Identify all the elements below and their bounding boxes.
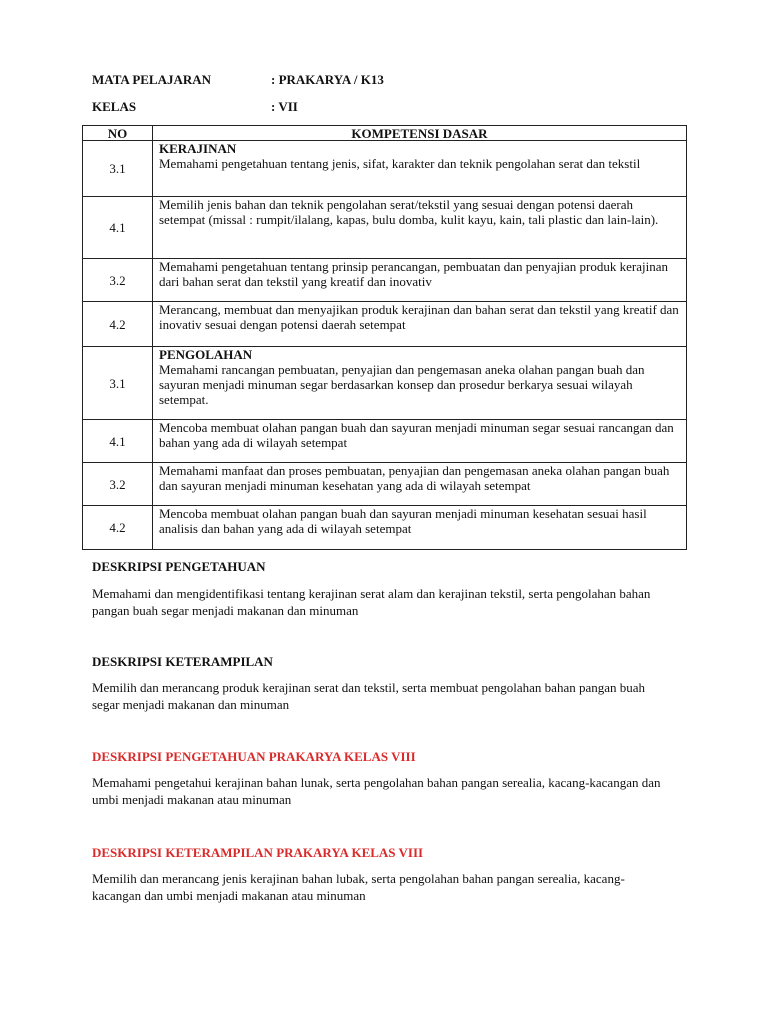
- competency-cell: [153, 259, 687, 302]
- table-row: [83, 347, 687, 420]
- competency-cell: [153, 302, 687, 347]
- row-number: 3.1: [83, 347, 153, 420]
- table-row: [83, 197, 687, 259]
- class-value: : VII: [271, 99, 298, 114]
- competency-text: Merancang, membuat dan menyajikan produk kerajinan dan bahan serat dan tekstil yang kreatif dan inovativ sesuai dengan potensi daerah setempat: [159, 302, 679, 332]
- category-label: PENGOLAHAN: [159, 347, 253, 362]
- subject-value: : PRAKARYA / K13: [271, 72, 384, 87]
- subject-label: MATA PELAJARAN: [92, 72, 212, 87]
- section-body-pengetahuan-viii: Memahami pengetahui kerajinan bahan lunak, serta pengolahan bahan pangan serealia, kacang-kacangan dan umbi menjadi makanan atau minuman: [92, 775, 661, 807]
- competency-text: Memahami rancangan pembuatan, penyajian dan pengemasan aneka olahan pangan buah dan sayuran menjadi minuman segar berdasarkan konsep dan prosedur berkarya sesuai wilayah setempat.: [159, 362, 645, 407]
- table-row: [83, 506, 687, 550]
- competency-text: Memahami pengetahuan tentang jenis, sifat, karakter dan teknik pengolahan serat dan tekstil: [159, 156, 641, 171]
- section-heading-keterampilan: DESKRIPSI KETERAMPILAN: [92, 654, 273, 669]
- class-label: KELAS: [92, 99, 137, 114]
- competency-text: Memilih jenis bahan dan teknik pengolahan serat/tekstil yang sesuai dengan potensi daerah setempat (missal : rumpit/ilalang, kapas, bulu domba, kulit kayu, kain, tali plastic dan lain-lain).: [159, 197, 659, 227]
- competency-cell: [153, 347, 687, 420]
- competency-text: Mencoba membuat olahan pangan buah dan sayuran menjadi minuman segar sesuai rancangan dan bahan yang ada di wilayah setempat: [159, 420, 674, 450]
- competency-text: Memahami manfaat dan proses pembuatan, penyajian dan pengemasan aneka olahan pangan buah dan sayuran menjadi minuman kesehatan yang ada di wilayah setempat: [159, 463, 670, 493]
- competency-cell: [153, 420, 687, 463]
- row-number: 4.2: [83, 506, 153, 550]
- section-body-keterampilan-viii: Memilih dan merancang jenis kerajinan bahan lubak, serta pengolahan bahan pangan serealia, kacang-kacangan dan umbi menjadi makanan atau minuman: [92, 871, 625, 903]
- competency-cell: [153, 506, 687, 550]
- header-kompetensi: KOMPETENSI DASAR: [153, 126, 687, 141]
- competency-cell: [153, 141, 687, 197]
- table-row: [83, 420, 687, 463]
- row-number: 4.1: [83, 420, 153, 463]
- row-number: 3.1: [83, 141, 153, 197]
- competency-table: [82, 125, 687, 550]
- competency-text: Memahami pengetahuan tentang prinsip perancangan, pembuatan dan penyajian produk kerajinan dari bahan serat dan tekstil yang kreatif dan inovativ: [159, 259, 668, 289]
- section-heading-pengetahuan-viii: DESKRIPSI PENGETAHUAN PRAKARYA KELAS VIII: [92, 749, 416, 764]
- row-number: 4.2: [83, 302, 153, 347]
- row-number: 3.2: [83, 463, 153, 506]
- row-number: 3.2: [83, 259, 153, 302]
- table-row: [83, 141, 687, 197]
- table-row: [83, 302, 687, 347]
- section-body-pengetahuan: Memahami dan mengidentifikasi tentang kerajinan serat alam dan kerajinan tekstil, serta pengolahan bahan pangan buah segar menjadi makanan dan minuman: [92, 586, 651, 618]
- header-no: NO: [83, 126, 153, 141]
- competency-cell: [153, 463, 687, 506]
- section-heading-pengetahuan: DESKRIPSI PENGETAHUAN: [92, 559, 266, 574]
- section-heading-keterampilan-viii: DESKRIPSI KETERAMPILAN PRAKARYA KELAS VIII: [92, 845, 424, 860]
- competency-cell: [153, 197, 687, 259]
- section-body-keterampilan: Memilih dan merancang produk kerajinan serat dan tekstil, serta membuat pengolahan bahan pangan buah segar menjadi makanan dan minuman: [92, 680, 646, 712]
- table-row: [83, 463, 687, 506]
- table-header-row: [83, 126, 687, 141]
- category-label: KERAJINAN: [159, 141, 237, 156]
- competency-text: Mencoba membuat olahan pangan buah dan sayuran menjadi minuman kesehatan sesuai hasil analisis dan bahan yang ada di wilayah setempat: [159, 506, 647, 536]
- row-number: 4.1: [83, 197, 153, 259]
- table-row: [83, 259, 687, 302]
